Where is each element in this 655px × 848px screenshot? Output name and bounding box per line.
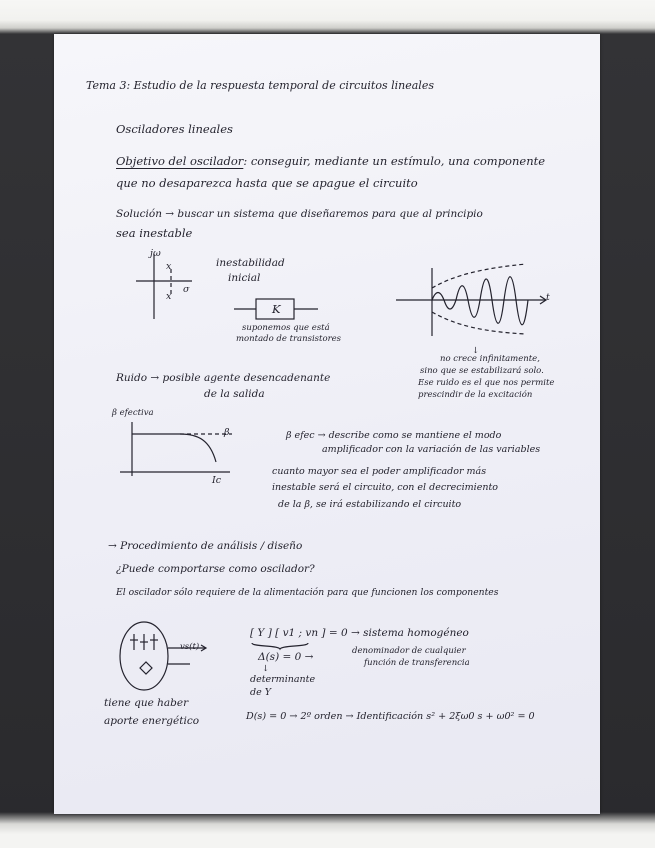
energy-line-1: tiene que haber (104, 697, 189, 709)
determinant-line-2: de Y (250, 687, 271, 698)
output-voltage-label: vs(t) (180, 642, 200, 652)
energy-line-2: aporte energético (104, 715, 200, 727)
objective-paragraph (116, 154, 545, 168)
objective-text-2: que no desaparezca hasta que se apague el circuito (116, 176, 418, 190)
section-oscillators: Osciladores lineales (116, 122, 233, 136)
transistor-note-1: suponemos que está (242, 323, 330, 333)
growth-note-2: sino que se estabilizará solo. (420, 366, 544, 376)
solution-line-1: Solución → buscar un sistema que diseñaremos para que al principio (116, 208, 483, 220)
solution-line-2: sea inestable (116, 226, 193, 240)
scan-background-bottom (0, 812, 655, 848)
transistor-note-2: montado de transistores (236, 334, 342, 344)
noise-line-2: de la salida (204, 388, 265, 400)
beta-axis-label: β efectiva (112, 408, 154, 418)
beta-vs-ic-graph (120, 422, 240, 484)
beta-desc-5: de la β, se irá estabilizando el circuito (278, 499, 462, 510)
objective-label: Objetivo del oscilador (116, 154, 244, 168)
final-equation: D(s) = 0 → 2º orden → Identificación s² + 2ξω0 s + ω0² = 0 (246, 711, 535, 722)
ic-label: Ic (212, 475, 222, 486)
beta-desc-3: cuanto mayor sea el poder amplificador más (272, 466, 487, 477)
oscillator-question: ¿Puede comportarse como oscilador? (116, 563, 315, 575)
time-axis-label: t (546, 292, 550, 303)
procedure-title: → Procedimiento de análisis / diseño (108, 540, 303, 552)
oscillation-growth-graph (396, 260, 556, 344)
growth-note-4: prescindir de la excitación (418, 390, 533, 400)
pole-mark-lower: x (166, 291, 172, 302)
instability-label-1: inestabilidad (216, 257, 285, 269)
instability-label-2: inicial (228, 272, 261, 284)
determinant-arrow-icon: ↓ (262, 664, 270, 674)
beta-desc-4: inestable será el circuito, con el decrecimiento (272, 482, 498, 493)
growth-note-1: no crece infinitamente, (440, 354, 540, 364)
matrix-equation: [ Y ] [ v1 ; vn ] = 0 → sistema homogéneo (250, 627, 469, 639)
pole-mark-upper: x (166, 261, 172, 272)
determinant-line-1: determinante (250, 674, 316, 685)
matrix-underbrace (250, 643, 310, 649)
s-plane-diagram (134, 249, 204, 319)
notebook-page (54, 34, 600, 814)
page-title: Tema 3: Estudio de la respuesta temporal de circuitos lineales (86, 79, 434, 92)
delta-equation: Δ(s) = 0 → (258, 651, 314, 663)
denominator-line-2: función de transferencia (364, 658, 470, 668)
jw-axis-label: jω (150, 248, 161, 259)
sigma-axis-label: σ (183, 284, 190, 295)
power-line: El oscilador sólo requiere de la alimentación para que funcionen los componentes (116, 587, 499, 598)
denominator-line-1: denominador de cualquier (352, 646, 466, 656)
objective-text-1: : conseguir, mediante un estímulo, una componente (243, 154, 546, 168)
beta-label: β (224, 427, 230, 438)
amplifier-block-label: K (272, 302, 281, 316)
beta-desc-1: β efec → describe como se mantiene el modo (286, 430, 502, 441)
growth-note-3: Ese ruido es el que nos permite (418, 378, 555, 388)
beta-desc-2: amplificador con la variación de las variables (322, 444, 541, 455)
growth-arrow-icon: ↓ (472, 346, 480, 356)
oscillator-circuit-sketch (110, 620, 220, 700)
noise-line-1: Ruido → posible agente desencadenante (116, 372, 331, 384)
